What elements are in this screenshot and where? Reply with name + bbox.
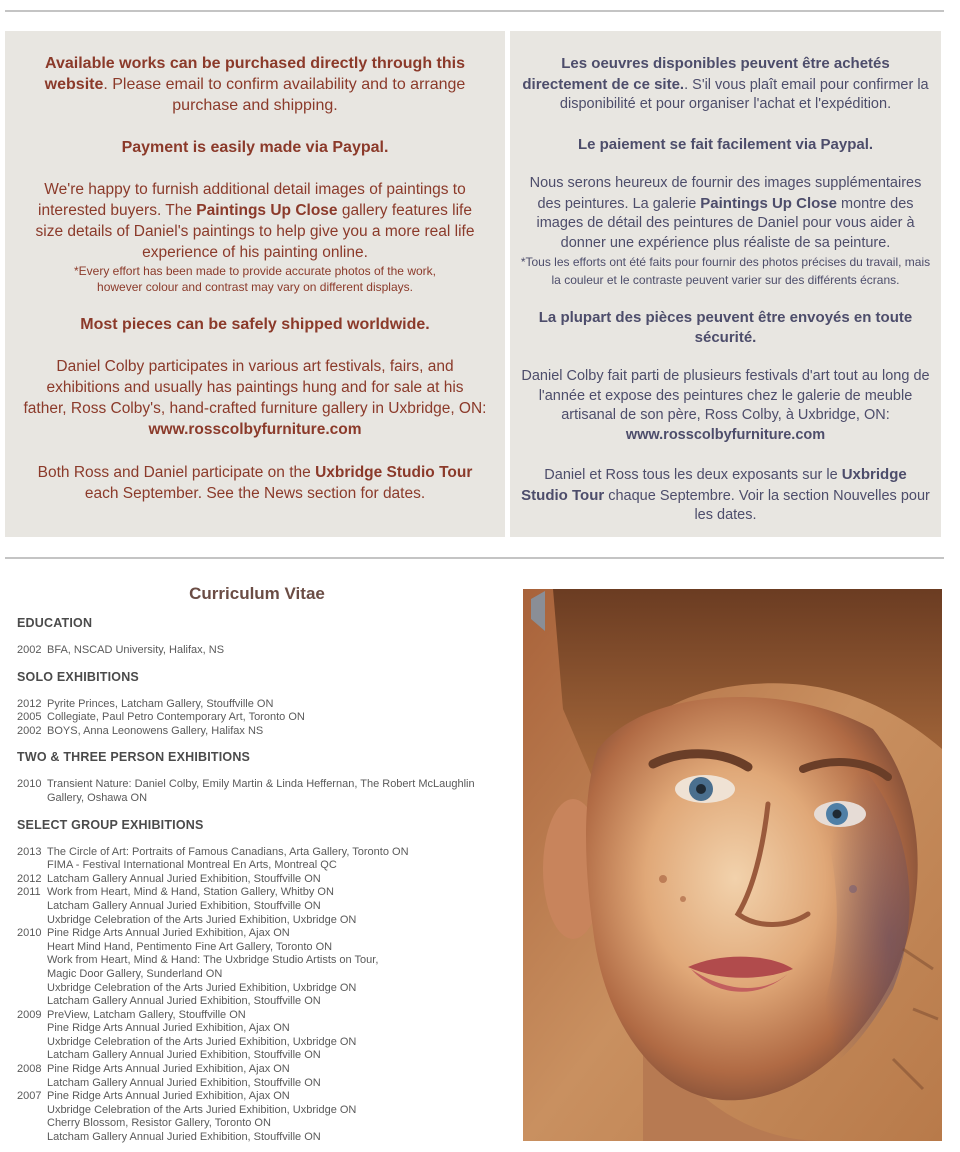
cv-entry xyxy=(17,1090,507,1104)
cv-entry xyxy=(17,711,507,725)
cv-entry-year: 2010 xyxy=(17,927,42,940)
fr-purchase-paragraph xyxy=(520,54,931,115)
shipping-text: Most pieces can be safely shipped worldwide. xyxy=(80,316,430,333)
cv-entry-year: 2005 xyxy=(17,711,42,724)
cv-entry-text: Latcham Gallery Annual Juried Exhibition, Stouffville ON xyxy=(47,1049,321,1062)
fr-furnish-paragraph xyxy=(520,174,931,253)
fr-paintings-up-close-link[interactable]: Paintings Up Close xyxy=(700,194,837,212)
cv-entry-text: Collegiate, Paul Petro Contemporary Art, Toronto ON xyxy=(47,711,305,724)
cv-entry-text: Latcham Gallery Annual Juried Exhibition, Stouffville ON xyxy=(47,1076,321,1089)
cv-entry-text: Transient Nature: Daniel Colby, Emily Martin & Linda Heffernan, The Robert McLaughlin Gallery, Oshawa ON xyxy=(47,778,475,804)
furnish-text-2: gallery features life size details of Daniel's paintings to help give you a more real life experience of his painting online. xyxy=(35,202,475,261)
education-heading: EDUCATION xyxy=(17,616,93,630)
cv-entry-text: Pine Ridge Arts Annual Juried Exhibition, Ajax ON xyxy=(47,1090,290,1103)
fr-photo-note: *Tous les efforts ont été faits pour fournir des photos précises du travail, mais la couleur et le contraste peuvent varier sur des différents écrans. xyxy=(520,255,931,287)
fr-tour-text-1: Daniel et Ross tous les deux exposants sur le xyxy=(544,467,842,483)
cv-entry-year: 2012 xyxy=(17,872,42,885)
photo-note-line-1: *Every effort has been made to provide accurate photos of the work, xyxy=(74,264,436,278)
cv-entry-year: 2011 xyxy=(17,886,41,899)
cv-entry-text: Heart Mind Hand, Pentimento Fine Art Gallery, Toronto ON xyxy=(47,940,333,953)
cv-entry xyxy=(17,1104,507,1118)
portrait-painting-image xyxy=(523,589,942,1141)
fr-furnish-text-2: montre des images de détail des peintures de Daniel pour vous aider à donner une expérience plus réaliste de sa peinture. xyxy=(536,195,915,251)
cv-entry-text: Pine Ridge Arts Annual Juried Exhibition, Ajax ON xyxy=(47,1022,290,1035)
cv-entry-text: Work from Heart, Mind & Hand, Station Gallery, Whitby ON xyxy=(47,886,334,899)
solo-exhibitions-heading: SOLO EXHIBITIONS xyxy=(17,669,139,684)
cv-entry-year: 2002 xyxy=(17,724,42,737)
fr-payment-text: Le paiement se fait facilement via Paypal. xyxy=(577,135,874,153)
cv-entry-year: 2002 xyxy=(17,644,42,656)
two-three-person-list xyxy=(17,778,507,805)
cv-entry-year: 2009 xyxy=(17,1008,42,1021)
cv-entry xyxy=(17,859,507,873)
cv-entry xyxy=(17,1022,507,1036)
fr-tour-text-2: chaque Septembre. Voir la section Nouvelles pour les dates. xyxy=(604,487,930,523)
furnish-text-1: We're happy to furnish additional detail images of paintings to interested buyers. The xyxy=(38,181,466,219)
cv-entry xyxy=(17,1117,507,1131)
cv-entry-text: Cherry Blossom, Resistor Gallery, Toronto ON xyxy=(47,1117,271,1130)
cv-entry-text: Uxbridge Celebration of the Arts Juried Exhibition, Uxbridge ON xyxy=(47,981,357,994)
tour-text-1: Both Ross and Daniel participate on the xyxy=(37,464,316,481)
curriculum-vitae xyxy=(17,584,507,1152)
fr-uxbridge-studio-tour-link[interactable]: Uxbridge Studio Tour xyxy=(521,466,907,504)
cv-entry-text: Latcham Gallery Annual Juried Exhibition, Stouffville ON xyxy=(47,899,321,912)
purchase-paragraph xyxy=(23,53,487,116)
middle-divider xyxy=(5,557,944,559)
furniture-website-link[interactable]: www.rosscolbyfurniture.com xyxy=(148,421,362,438)
solo-exhibitions-list xyxy=(17,698,507,739)
cv-entry xyxy=(17,927,507,941)
cv-entry xyxy=(17,982,507,996)
cv-entry-text: The Circle of Art: Portraits of Famous Canadians, Arta Gallery, Toronto ON xyxy=(47,845,409,858)
portrait-painting xyxy=(523,589,942,1141)
photo-note-line-2: however colour and contrast may vary on different displays. xyxy=(97,280,413,294)
cv-entry-year: 2010 xyxy=(17,778,42,791)
paintings-up-close-link[interactable]: Paintings Up Close xyxy=(196,202,338,219)
cv-entry xyxy=(17,698,507,712)
cv-entry xyxy=(17,886,507,900)
payment-text: Payment is easily made via Paypal. xyxy=(121,139,389,156)
fr-tour-paragraph xyxy=(520,465,931,526)
purchase-website-link[interactable]: Available works can be purchased directly through this website xyxy=(44,55,465,93)
tour-paragraph xyxy=(23,462,487,504)
festivals-text: Daniel Colby participates in various art festivals, fairs, and exhibitions and usually has paintings hung and for sale at his father, Ross Colby's, hand-crafted furniture gallery in Uxbridge, ON: xyxy=(23,358,487,417)
uxbridge-studio-tour-link[interactable]: Uxbridge Studio Tour xyxy=(315,464,473,481)
cv-entry-text: Uxbridge Celebration of the Arts Juried Exhibition, Uxbridge ON xyxy=(47,913,357,926)
fr-purchase-website-link[interactable]: Les oeuvres disponibles peuvent être achetés directement de ce site. xyxy=(522,55,890,93)
cv-entry-text: Magic Door Gallery, Sunderland ON xyxy=(47,967,223,980)
cv-entry xyxy=(17,778,507,805)
french-info-panel xyxy=(510,31,941,537)
cv-entry-text: Latcham Gallery Annual Juried Exhibition, Stouffville ON xyxy=(47,872,321,885)
cv-entry-text: Pyrite Princes, Latcham Gallery, Stouffville ON xyxy=(47,697,274,710)
two-three-person-heading: TWO & THREE PERSON EXHIBITIONS xyxy=(17,750,251,765)
cv-entry xyxy=(17,900,507,914)
cv-title: Curriculum Vitae xyxy=(189,584,325,603)
cv-entry-text: Work from Heart, Mind & Hand: The Uxbridge Studio Artists on Tour, xyxy=(47,954,379,967)
cv-entry xyxy=(17,1009,507,1023)
cv-entry-text: Pine Ridge Arts Annual Juried Exhibition, Ajax ON xyxy=(47,927,290,940)
cv-entry-text: Latcham Gallery Annual Juried Exhibition, Stouffville ON xyxy=(47,1131,321,1144)
cv-entry xyxy=(17,846,507,860)
fr-furniture-website-link[interactable]: www.rosscolbyfurniture.com xyxy=(625,426,826,443)
cv-entry-text: FIMA - Festival International Montreal En Arts, Montreal QC xyxy=(47,859,337,872)
cv-entry xyxy=(17,725,507,739)
fr-purchase-text: . S'il vous plaît email pour confirmer la disponibilité et pour organiser l'achat et l'expédition. xyxy=(559,76,929,112)
top-divider xyxy=(5,10,944,12)
group-exhibitions-list xyxy=(17,846,507,1145)
cv-entry xyxy=(17,914,507,928)
cv-entry xyxy=(17,1036,507,1050)
cv-entry xyxy=(17,995,507,1009)
cv-entry xyxy=(17,1049,507,1063)
fr-furnish-text-1: Nous serons heureux de fournir des images supplémentaires des peintures. La galerie xyxy=(529,175,922,212)
fr-festivals-text: Daniel Colby fait parti de plusieurs festivals d'art tout au long de l'année et expose des peintures chez le galerie de meuble artisanal de son père, Ross Colby, à Uxbridge, ON: xyxy=(521,368,930,423)
fr-shipping-text: La plupart des pièces peuvent être envoyés en toute sécurité. xyxy=(538,309,913,346)
cv-entry-year: 2007 xyxy=(17,1090,42,1103)
cv-entry xyxy=(17,644,507,658)
cv-entry-text: BOYS, Anna Leonowens Gallery, Halifax NS xyxy=(47,724,264,737)
cv-entry-year: 2012 xyxy=(17,697,42,710)
cv-entry-text: PreView, Latcham Gallery, Stouffville ON xyxy=(47,1008,246,1021)
cv-entry xyxy=(17,1077,507,1091)
group-exhibitions-heading: SELECT GROUP EXHIBITIONS xyxy=(17,817,204,832)
cv-entry-text: Latcham Gallery Annual Juried Exhibition, Stouffville ON xyxy=(47,995,321,1008)
cv-entry-year: 2013 xyxy=(17,845,42,858)
cv-entry-text: BFA, NSCAD University, Halifax, NS xyxy=(47,644,225,656)
cv-entry-text: Uxbridge Celebration of the Arts Juried Exhibition, Uxbridge ON xyxy=(47,1103,357,1116)
cv-entry-year: 2008 xyxy=(17,1063,42,1076)
cv-entry xyxy=(17,1063,507,1077)
education-list xyxy=(17,644,507,658)
purchase-text: . Please email to confirm availability and to arrange purchase and shipping. xyxy=(103,76,466,114)
cv-entry xyxy=(17,873,507,887)
tour-text-2: each September. See the News section for dates. xyxy=(84,485,426,502)
cv-entry xyxy=(17,954,507,968)
cv-entry xyxy=(17,941,507,955)
furnish-paragraph xyxy=(23,179,487,263)
cv-entry xyxy=(17,1131,507,1145)
english-info-panel xyxy=(5,31,505,537)
cv-entry-text: Pine Ridge Arts Annual Juried Exhibition, Ajax ON xyxy=(47,1063,290,1076)
cv-entry xyxy=(17,968,507,982)
cv-entry-text: Uxbridge Celebration of the Arts Juried Exhibition, Uxbridge ON xyxy=(47,1035,357,1048)
